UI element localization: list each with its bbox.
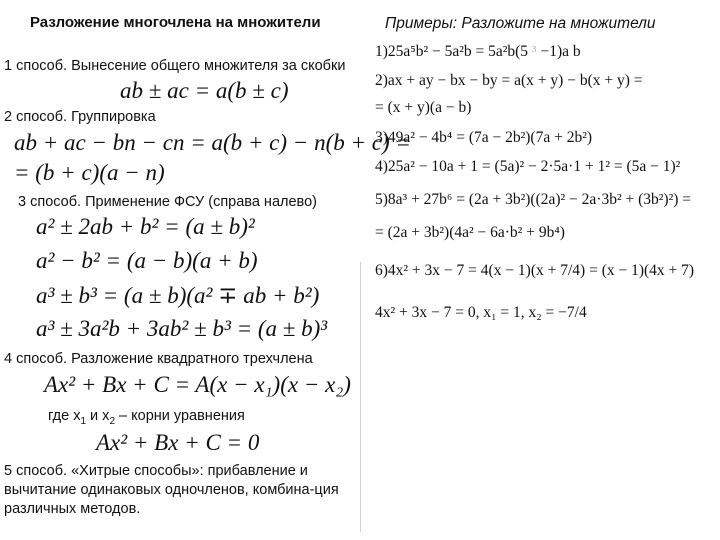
example-2-line1: 2)ax + ay − bx − by = a(x + y) − b(x + y) = [375, 72, 643, 89]
fsu-cube-of-sum: a³ ± 3a²b + 3ab² ± b³ = (a ± b)³ [36, 316, 328, 341]
fsu-square-of-sum: a² ± 2ab + b² = (a ± b)² [36, 214, 255, 239]
method1-formula: ab ± ac = a(b ± c) [120, 78, 289, 103]
example-5-line1: 5)8a³ + 27b⁶ = (2a + 3b²)((2a)² − 2a·3b² + (3b²)²) = [375, 191, 691, 208]
column-divider [360, 262, 361, 532]
fsu-sum-of-cubes: a³ ± b³ = (a ± b)(a² ∓ ab + b²) [36, 283, 320, 308]
example-5-line2: = (2a + 3b²)(4a² − 6a·b² + 9b⁴) [375, 224, 565, 241]
method2-formula-line2: = (b + c)(a − n) [14, 160, 165, 185]
method4-note: где $x_1$ и $x_2$ – корни уравнения [48, 408, 245, 427]
example-2-line2: = (x + y)(a − b) [375, 99, 472, 116]
method4-equation: Ax² + Bx + C = 0 [96, 430, 260, 455]
fsu-difference-of-squares: a² − b² = (a − b)(a + b) [36, 248, 258, 273]
method3-label: 3 способ. Применение ФСУ (справа налево) [18, 194, 317, 210]
example-3: 3)49a² − 4b⁴ = (7a − 2b²)(7a + 2b²) [375, 129, 593, 146]
method4-label: 4 способ. Разложение квадратного трехчлена [4, 351, 313, 367]
example-1: 1)25a⁵b² − 5a²b = 5a²b(5 ³ −1)a b [375, 43, 581, 60]
right-title: Примеры: Разложите на множители [385, 15, 656, 32]
method2-label: 2 способ. Группировка [4, 109, 156, 125]
example-6-line2: 4x² + 3x − 7 = 0, x₁ = 1, x₂ = −7/4 [375, 304, 587, 321]
method1-label: 1 способ. Вынесение общего множителя за скобки [4, 58, 346, 74]
method2-formula-line1: ab + ac − bn − cn = a(b + c) − n(b + c) = [14, 130, 411, 155]
method5-text: 5 способ. «Хитрые способы»: прибавление и вычитание одинаковых одночленов, комбина-ция различных методов. [4, 463, 339, 517]
method4-formula: Ax² + Bx + C = A(x − x₁)(x − x₂) [44, 372, 351, 397]
example-6-line1: 6)4x² + 3x − 7 = 4(x − 1)(x + 7/4) = (x − 1)(4x + 7) [375, 262, 695, 279]
left-title: Разложение многочлена на множители [30, 14, 321, 31]
example-4: 4)25a² − 10a + 1 = (5a)² − 2·5a·1 + 1² = (5a − 1)² [375, 158, 681, 175]
